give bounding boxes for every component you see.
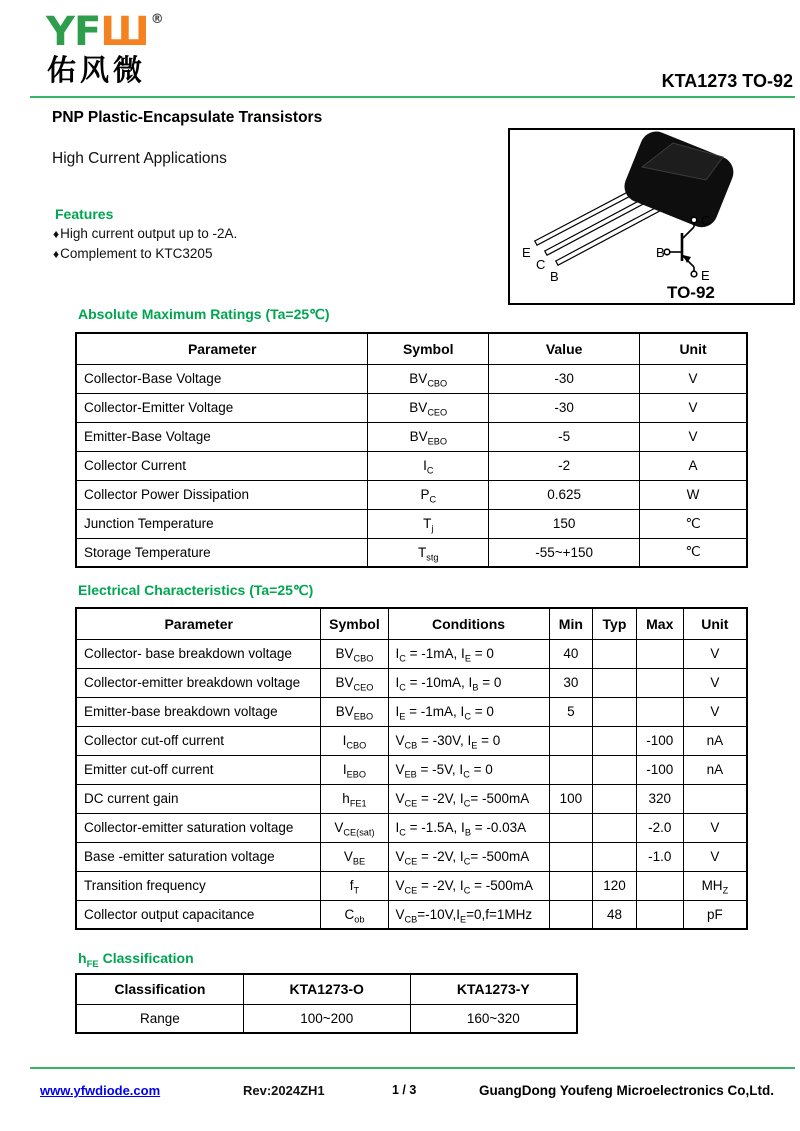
table-row <box>76 755 747 784</box>
table-cell: 120 <box>593 871 637 900</box>
diamond-bullet-icon: ♦ <box>53 227 60 241</box>
part-number-title: KTA1273 TO-92 <box>661 71 793 91</box>
table-cell: Emitter-Base Voltage <box>76 422 368 451</box>
table-row <box>76 480 747 509</box>
table-cell: -30 <box>489 393 640 422</box>
table-cell <box>636 871 683 900</box>
table-cell: $I_{EBO}$ <box>321 755 388 784</box>
table-cell: -1.0 <box>636 842 683 871</box>
table-row <box>76 813 747 842</box>
feature-item <box>53 246 212 261</box>
table-cell: Transition frequency <box>76 871 321 900</box>
page-number: 1 / 3 <box>392 1083 417 1097</box>
table-cell: $BV_{EBO}$ <box>321 697 388 726</box>
elec-char-header-row <box>76 608 747 639</box>
table-cell: 160~320 <box>410 1004 577 1033</box>
table-cell <box>549 755 593 784</box>
table-cell: $V_{CE(sat)}$ <box>321 813 388 842</box>
table-cell <box>549 726 593 755</box>
table-cell <box>593 639 637 668</box>
table-row <box>76 668 747 697</box>
table-cell: Junction Temperature <box>76 509 368 538</box>
table-cell: -100 <box>636 726 683 755</box>
table-cell: V <box>683 842 747 871</box>
feature-text: High current output up to -2A. <box>60 226 238 241</box>
column-header: Min <box>549 608 593 639</box>
table-row <box>76 639 747 668</box>
table-row <box>76 538 747 567</box>
table-cell: $V_{BE}$ <box>321 842 388 871</box>
column-header: Unit <box>683 608 747 639</box>
table-cell: Emitter-base breakdown voltage <box>76 697 321 726</box>
application-subheading: High Current Applications <box>52 150 227 167</box>
table-cell: 320 <box>636 784 683 813</box>
table-cell: ℃ <box>640 538 747 567</box>
table-cell: Collector output capacitance <box>76 900 321 929</box>
table-cell: $h_{FE1}$ <box>321 784 388 813</box>
pin-label-e: E <box>522 245 531 260</box>
table-cell <box>549 900 593 929</box>
table-cell <box>636 697 683 726</box>
table-cell: DC current gain <box>76 784 321 813</box>
table-cell: -5 <box>489 422 640 451</box>
table-cell: $V_{CB} = -30V$, $I_E = 0$ <box>388 726 549 755</box>
table-cell: Collector Current <box>76 451 368 480</box>
column-header: KTA1273-Y <box>410 974 577 1004</box>
column-header: Parameter <box>76 608 321 639</box>
table-cell: V <box>640 393 747 422</box>
column-header: Symbol <box>321 608 388 639</box>
table-cell: 0.625 <box>489 480 640 509</box>
registered-trademark-icon: ® <box>150 12 163 27</box>
table-cell <box>593 755 637 784</box>
table-cell: V <box>683 813 747 842</box>
table-cell: $T_j$ <box>368 509 489 538</box>
features-title: Features <box>55 206 114 222</box>
table-cell: $I_C$ <box>368 451 489 480</box>
table-cell: Emitter cut-off current <box>76 755 321 784</box>
table-row <box>76 900 747 929</box>
table-row <box>76 726 747 755</box>
table-cell: $T_{stg}$ <box>368 538 489 567</box>
abs-max-header-row <box>76 333 747 364</box>
symbol-label-e: E <box>701 268 710 283</box>
table-cell: $V_{CE} = -2V$, $I_C= -500mA$ <box>388 784 549 813</box>
table-cell: $V_{CB}=-10V,I_E=0,f=1MHz$ <box>388 900 549 929</box>
table-cell: Collector-emitter saturation voltage <box>76 813 321 842</box>
table-cell: Base -emitter saturation voltage <box>76 842 321 871</box>
table-cell <box>593 668 637 697</box>
to92-package-drawing <box>510 130 793 303</box>
column-header: Unit <box>640 333 747 364</box>
company-name: GuangDong Youfeng Microelectronics Co,Ltd. <box>478 1083 774 1098</box>
table-row <box>76 871 747 900</box>
table-cell: ℃ <box>640 509 747 538</box>
table-cell: $BV_{CBO}$ <box>321 639 388 668</box>
table-row <box>76 842 747 871</box>
table-cell: V <box>683 697 747 726</box>
table-cell: $I_C = -1mA$, $I_E = 0$ <box>388 639 549 668</box>
table-cell: Collector-Base Voltage <box>76 364 368 393</box>
feature-text: Complement to KTC3205 <box>60 246 213 261</box>
package-illustration-box <box>508 128 795 305</box>
table-cell <box>683 784 747 813</box>
package-type-label: TO-92 <box>667 283 715 302</box>
table-cell: $MH_Z$ <box>683 871 747 900</box>
abs-max-section-title: Absolute Maximum Ratings (Ta=25℃) <box>78 306 330 322</box>
document-heading: PNP Plastic-Encapsulate Transistors <box>52 109 323 126</box>
table-row <box>76 422 747 451</box>
table-row <box>76 697 747 726</box>
table-cell: Collector-Emitter Voltage <box>76 393 368 422</box>
table-cell: -30 <box>489 364 640 393</box>
logo-w-glyph: Ш <box>100 9 149 55</box>
table-cell: Collector Power Dissipation <box>76 480 368 509</box>
table-cell: -100 <box>636 755 683 784</box>
table-cell: $I_{CBO}$ <box>321 726 388 755</box>
footer-divider <box>30 1067 795 1069</box>
table-cell <box>593 726 637 755</box>
pnp-symbol <box>664 217 697 277</box>
table-cell: $BV_{CBO}$ <box>368 364 489 393</box>
elec-char-table <box>75 607 748 930</box>
table-cell: Collector cut-off current <box>76 726 321 755</box>
table-cell: A <box>640 451 747 480</box>
header-divider <box>30 96 795 98</box>
pin-label-c: C <box>536 257 546 272</box>
table-cell <box>593 784 637 813</box>
column-header: Conditions <box>388 608 549 639</box>
column-header: Max <box>636 608 683 639</box>
table-cell: 100~200 <box>243 1004 410 1033</box>
table-cell: $V_{EB} = -5V$, $I_C = 0$ <box>388 755 549 784</box>
table-cell: -2 <box>489 451 640 480</box>
abs-max-table <box>75 332 748 568</box>
table-cell: $V_{CE} = -2V$, $I_C= -500mA$ <box>388 842 549 871</box>
table-row <box>76 1004 577 1033</box>
table-cell <box>549 813 593 842</box>
table-cell: -2.0 <box>636 813 683 842</box>
table-cell: $I_C = -10mA$, $I_B = 0$ <box>388 668 549 697</box>
symbol-label-b: B <box>656 245 665 260</box>
table-row <box>76 784 747 813</box>
column-header: Symbol <box>368 333 489 364</box>
table-cell: $I_C = -1.5A$, $I_B = -0.03A$ <box>388 813 549 842</box>
table-cell: 5 <box>549 697 593 726</box>
table-cell: pF <box>683 900 747 929</box>
revision-label: Rev:2024ZH1 <box>243 1083 325 1098</box>
table-row <box>76 364 747 393</box>
table-cell: $P_C$ <box>368 480 489 509</box>
table-cell: 30 <box>549 668 593 697</box>
table-cell <box>636 668 683 697</box>
table-cell: V <box>640 364 747 393</box>
table-cell: V <box>640 422 747 451</box>
elec-char-section-title: Electrical Characteristics (Ta=25℃) <box>78 582 314 598</box>
table-cell: $BV_{CEO}$ <box>321 668 388 697</box>
table-cell <box>549 871 593 900</box>
table-cell: $I_E = -1mA$, $I_C = 0$ <box>388 697 549 726</box>
logo-yf-text: YF <box>46 9 101 55</box>
symbol-label-c: C <box>701 213 711 228</box>
table-cell <box>549 842 593 871</box>
table-cell: nA <box>683 755 747 784</box>
table-row <box>76 393 747 422</box>
company-name-chinese: 佑风微 <box>47 55 147 87</box>
table-cell: Storage Temperature <box>76 538 368 567</box>
table-cell: nA <box>683 726 747 755</box>
table-row <box>76 451 747 480</box>
column-header: Parameter <box>76 333 368 364</box>
diamond-bullet-icon: ♦ <box>53 247 60 261</box>
table-cell: -55~+150 <box>489 538 640 567</box>
website-link[interactable]: www.yfwdiode.com <box>40 1083 161 1098</box>
table-cell <box>593 842 637 871</box>
hfe-section-title: $h_{FE}$ Classification <box>78 950 194 970</box>
table-cell: Collector- base breakdown voltage <box>76 639 321 668</box>
feature-item <box>53 226 237 241</box>
column-header: Classification <box>76 974 243 1004</box>
hfe-header-row <box>76 974 577 1004</box>
table-cell: 48 <box>593 900 637 929</box>
table-cell: W <box>640 480 747 509</box>
table-cell <box>636 639 683 668</box>
table-cell: V <box>683 668 747 697</box>
column-header: KTA1273-O <box>243 974 410 1004</box>
table-cell: $BV_{CEO}$ <box>368 393 489 422</box>
table-cell: $BV_{EBO}$ <box>368 422 489 451</box>
table-cell: 100 <box>549 784 593 813</box>
table-cell: 150 <box>489 509 640 538</box>
table-cell <box>593 813 637 842</box>
table-row <box>76 509 747 538</box>
table-cell <box>636 900 683 929</box>
table-cell: $C_{ob}$ <box>321 900 388 929</box>
table-cell: V <box>683 639 747 668</box>
table-cell: 40 <box>549 639 593 668</box>
hfe-table <box>75 973 578 1034</box>
table-cell: Range <box>76 1004 243 1033</box>
table-cell <box>593 697 637 726</box>
column-header: Typ <box>593 608 637 639</box>
table-cell: $f_T$ <box>321 871 388 900</box>
pin-label-b: B <box>550 269 559 284</box>
table-cell: Collector-emitter breakdown voltage <box>76 668 321 697</box>
company-logo <box>46 9 163 55</box>
table-cell: $V_{CE} = -2V$, $I_C = -500mA$ <box>388 871 549 900</box>
column-header: Value <box>489 333 640 364</box>
